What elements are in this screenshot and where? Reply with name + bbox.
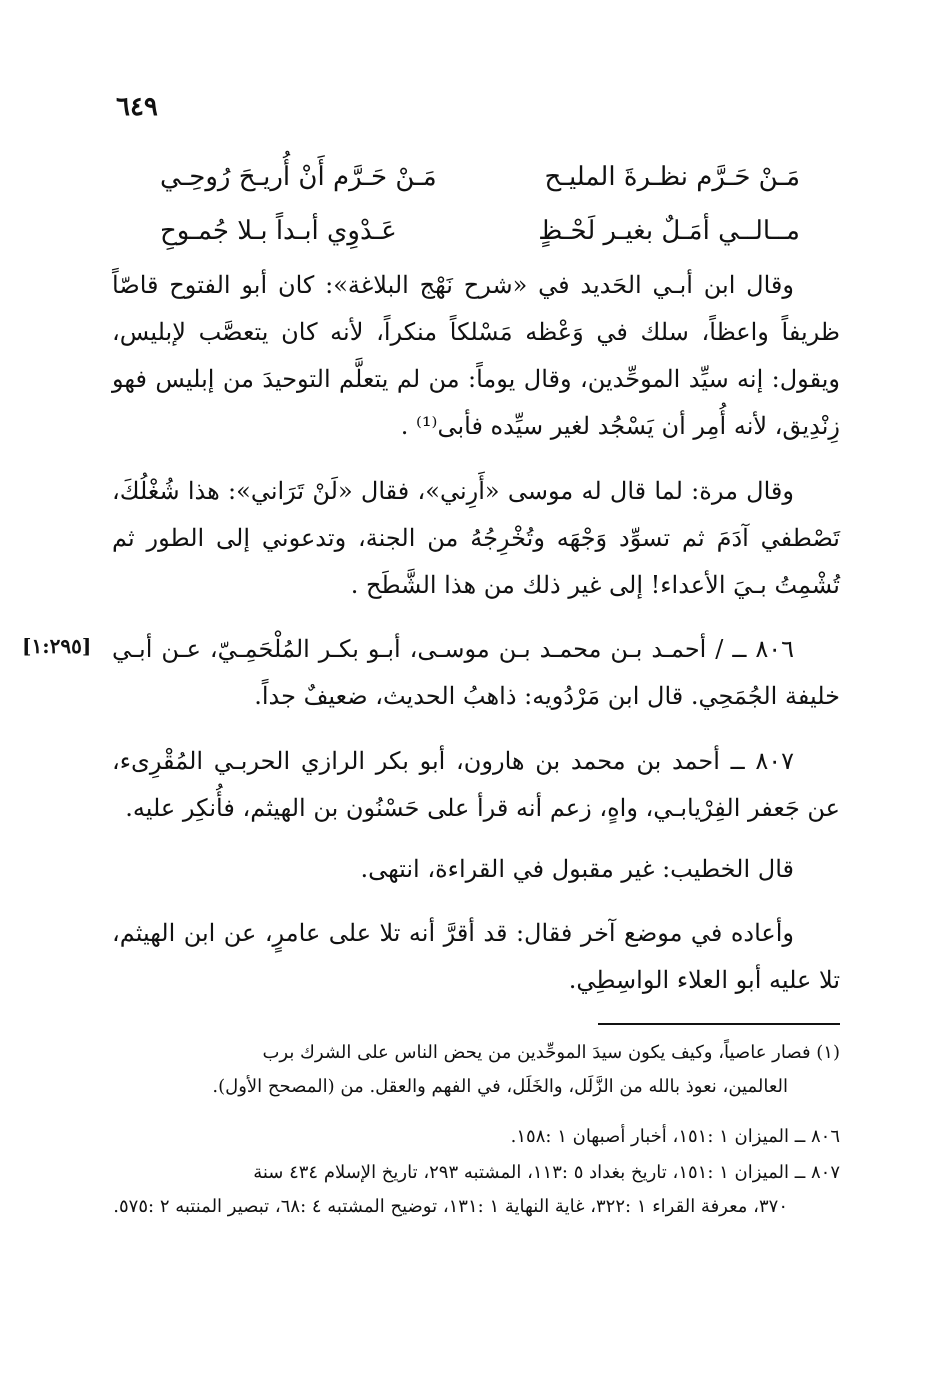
footnote-1 <box>112 1036 840 1104</box>
verse-line <box>160 204 800 258</box>
footnote-divider <box>598 1023 840 1025</box>
paragraph-ibn-abi-al-hadid: وقال ابن أبـي الحَديد في «شرح نَهْج البلاغة»: كان أبو الفتوح قاصّاً ظريفاً واعظاً، سلك في وَعْظه مَسْلكاً منكراً، لأنه كان يتعصَّب لإبليس، ويقول: إنه سيِّد الموحِّدين، وقال يوماً: من لم يتعلَّم التوحيدَ من إبليس فهو زِنْدِيق، لأنه أُمِر أن يَسْجُد لغير سيِّده فأبى⁽¹⁾ . <box>112 271 840 440</box>
paragraph-repeated-mention: وأعاده في موضع آخر فقال: قد أقرَّ أنه تلا على عامرٍ، عن ابن الهيثم، تلا عليه أبو العلاء الواسِطِي. <box>112 919 840 994</box>
footnote-continuation: العالمين، نعوذ بالله من الزَّلَل، والخَلَل، في الفهم والعقل. من (المصحح الأول). <box>212 1076 788 1097</box>
footnote-806 <box>112 1120 840 1154</box>
verse-second-hemistich: عَـدْوِي أبـداً بـلا جُمـوحِ <box>160 216 397 246</box>
poem-verses <box>160 150 800 258</box>
verse-first-hemistich: مَـنْ حَـرَّم نظـرةَ المليـح <box>544 162 800 192</box>
verse-first-hemistich: مــالــي أمَـلٌ بغيـر لَحْـظٍ <box>538 216 800 246</box>
entry-806: ٨٠٦ ــ / أحمـد بـن محمـد بـن موسـى، أبـو بكـر المُلْحَمِـيّ، عـن أبـي خليفة الجُمَحِي. قال ابن مَرْدُويه: ذاهبُ الحديث، ضعيفٌ جداً. <box>112 635 840 710</box>
footnote-807 <box>112 1156 840 1224</box>
footnote-line: ٨٠٦ ــ الميزان ١ :١٥١، أخبار أصبهان ١ :١٥٨. <box>510 1126 840 1147</box>
verse-second-hemistich: مَـنْ حَـرَّم أَنْ أُريـحَ رُوحِـي <box>160 162 437 192</box>
volume-page-marker: [١:٢٩٥] <box>22 634 92 658</box>
paragraph-al-khatib: قال الخطيب: غير مقبول في القراءة، انتهى. <box>360 855 794 883</box>
verse-line <box>160 150 800 204</box>
paragraph-musa-quote: وقال مرة: لما قال له موسى «أَرِني»، فقال «لَنْ تَرَاني»: هذا شُغْلُكَ، تَصْطفي آدَمَ ثم تسوِّد وَجْهَه وتُخْرِجُهُ من الجنة، وتدعوني إلى الطور ثم تُشْمِتُ بـيَ الأعداء! إلى غير ذلك من هذا الشَّطَح . <box>112 477 840 599</box>
footnote-continuation: ٣٧٠، معرفة القراء ١ :٣٢٢، غاية النهاية ١ :١٣١، توضيح المشتبه ٤ :٦٨، تبصير المنتبه ٢ :٥٧٥. <box>113 1196 788 1217</box>
footnote-line: (١) فصار عاصياً، وكيف يكون سيدَ الموحِّدين من يحض الناس على الشرك برب <box>262 1042 840 1063</box>
page-number: ٦٤٩ <box>116 92 158 122</box>
footnote-line: ٨٠٧ ــ الميزان ١ :١٥١، تاريخ بغداد ٥ :١١٣، المشتبه ٢٩٣، تاريخ الإسلام ٤٣٤ سنة <box>253 1162 840 1183</box>
entry-807: ٨٠٧ ــ أحمد بن محمد بن هارون، أبو بكر الرازي الحربـي المُقْرِىء، عن جَعفر الفِرْيابـي، واهٍ، زعم أنه قرأ على حَسْنُون بن الهيثم، فأُنكِر عليه. <box>112 747 840 822</box>
